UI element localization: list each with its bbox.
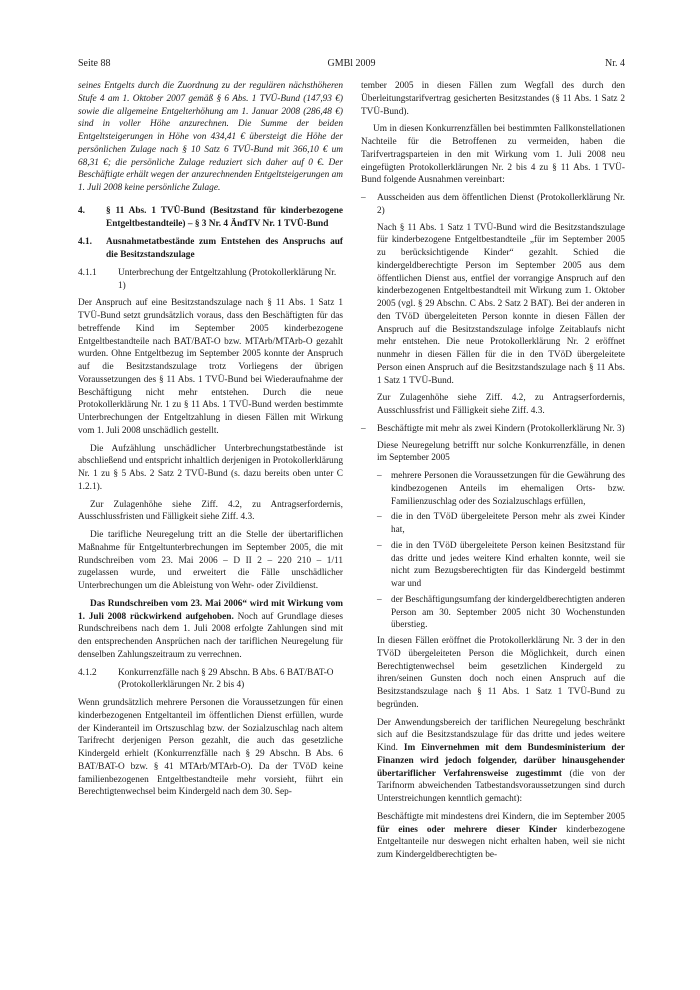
sub-dash-text: die in den TVöD übergeleitete Person mehr als zwei Kinder hat, — [391, 512, 625, 535]
paragraph: Zur Zulagenhöhe siehe Ziff. 4.2, zu Antragserfordernis, Ausschlussfrist und Fälligkeit siehe Ziff. 4.3. — [377, 393, 625, 416]
section-title: § 11 Abs. 1 TVÜ-Bund (Besitzstand für kinderbezogene Entgeltbestandteile) – § 3 Nr. 4 ÄndTV Nr. 1 TVÜ-Bund — [106, 205, 343, 229]
sub-dash-text: mehrere Personen die Voraussetzungen für die Gewährung des kindbezogenen Anteils im ehemaligen Orts- bzw. Familienzuschlag oder des Sozialzuschlags erfüllen, — [391, 471, 625, 507]
page-number: Seite 88 — [78, 58, 111, 69]
subsection-title: Unterbrechung der Entgeltzahlung (Protokollerklärung Nr. 1) — [118, 267, 337, 291]
paragraph: Diese Neuregelung betrifft nur solche Konkurrenzfälle, in denen im September 2005 — [377, 440, 625, 464]
dash-marker: – — [377, 512, 382, 523]
page-header — [78, 56, 625, 72]
paragraph-text: Der Anwendungsbereich der tariflichen Neuregelung beschränkt sich auf die Besitzstandszulage für das dritte und jedes weitere Kind. — [377, 717, 625, 753]
dash-item — [361, 192, 625, 218]
left-column — [78, 80, 343, 804]
subsection-title: Konkurrenzfälle nach § 29 Abschn. B Abs. 6 BAT/BAT-O (Protokollerklärungen Nr. 2 bis 4) — [118, 667, 334, 691]
bold-text: Das Rundschreiben vom 23. Mai 2006“ wird mit Wirkung vom 1. Juli 2008 rückwirkend aufgehoben. — [78, 598, 343, 622]
paragraph: Zur Zulagenhöhe siehe Ziff. 4.2, zu Antragserfordernis, Ausschlussfristen und Fälligkeit siehe Ziff. 4.3. — [78, 499, 343, 523]
paragraph-text: (die von der Tarifnorm abweichenden Tatbestandsvoraussetzungen sind durch Unterstreichungen kenntlich gemacht): — [377, 768, 625, 804]
sub-dash-item — [361, 594, 625, 632]
paragraph-text: Noch auf Grundlage dieses Rundschreibens nach dem 1. Juli 2008 erfolgte Zahlungen sind mit den entsprechenden Ansprüchen nach der tariflichen Neuregelung für denselben Zahlungszeitraum zu verrechnen. — [78, 611, 343, 660]
paragraph: Wenn grundsätzlich mehrere Personen die Voraussetzungen für einen kinderbezogenen Entgeltanteil im öffentlichen Dienst erfüllen, wurde der Kinderanteil im Ortszuschlag bzw. der Sozialzuschlag nach altem Tarifrecht derjenigen Person gezahlt, die auch das gesetzliche Kindergeld erhielt (Konkurrenzfälle nach § 29 Abschn. B Abs. 6 BAT/BAT-O bzw. § 41 MTArb/MTArb-O). Da der TVöD keine familienbezogenen Entgeltbestandteile mehr vorsieht, führt ein Berechtigtenwechsel beim Kindergeld nach dem 30. Sep- — [78, 698, 343, 798]
bold-text: für eines oder mehrere dieser Kinder — [377, 824, 558, 835]
sub-dash-item — [361, 470, 625, 508]
paragraph: Der Anspruch auf eine Besitzstandszulage nach § 11 Abs. 1 Satz 1 TVÜ-Bund setzt grundsätzlich voraus, dass den Beschäftigten für das betreffende Kind im September 2005 kinderbezogene Entgeltbestandteile nach BAT/BAT-O bzw. MTArb/MTArb-O gezahlt wurden. Ohne Entgeltbezug im September 2005 konnte der Anspruch auf die Besitzstandszulage trotz Vorliegens der übrigen Voraussetzungen des § 11 Abs. 1 TVÜ-Bund bei Wiederaufnahme der Beschäftigung nicht mehr entstehen. Durch die neue Protokollerklärung Nr. 1 zu § 11 Abs. 1 TVÜ-Bund werden bestimmte Unterbrechungen der Entgeltzahlung in diesen Fällen mit Wirkung vom 1. Juli 2008 unschädlich gestellt. — [78, 298, 343, 436]
dash-item — [361, 423, 625, 436]
section-heading-4 — [78, 205, 343, 231]
subsection-4-1-2 — [78, 667, 343, 693]
section-number: 4.1. — [78, 237, 92, 248]
issue-number: Nr. 4 — [605, 58, 625, 69]
paragraph: tember 2005 in diesen Fällen zum Wegfall des durch den Überleitungstarifvertrag gesicherten Besitzstandes (§ 11 Abs. 1 Satz 2 TVÜ-Bund). — [361, 81, 625, 117]
paragraph: Nach § 11 Abs. 1 Satz 1 TVÜ-Bund wird die Besitzstandszulage für kinderbezogene Entgeltbestandteile „für im September 2005 zu berücksichtigende Kinder“ gezahlt. Schied die kindergeldberechtigte Person im September 2005 aus dem öffentlichen Dienst aus, entfiel der vorrangige Anspruch auf den kinderbezogenen Entgeltbestandteil mit Wirkung zum 1. Oktober 2005 (vgl. § 29 Abschn. C Abs. 2 Satz 2 BAT). Bei der anderen in den TVöD übergeleiteten Person konnte in diesen Fällen der Anspruch auf die Besitzstandszulage infolge Zeitablaufs nicht mehr entstehen. Die neue Protokollerklärung Nr. 2 eröffnet nunmehr in diesen Fällen für die in den TVöD übergeleitete Person einen Anspruch auf die Besitzstandszulage nach § 11 Abs. 1 Satz 1 TVÜ-Bund. — [377, 222, 625, 386]
subsection-number: 4.1.2 — [78, 667, 97, 678]
dash-item-text: Ausscheiden aus dem öffentlichen Dienst (Protokollerklärung Nr. 2) — [377, 193, 625, 216]
sub-dash-item — [361, 511, 625, 537]
dash-marker: – — [377, 594, 382, 605]
section-heading-4-1 — [78, 236, 343, 262]
sub-dash-text: der Beschäftigungsumfang der kindergeldberechtigten anderen Person am 30. September 2005 nicht 30 Wochenstunden überstieg. — [391, 594, 625, 631]
dash-marker: – — [377, 540, 382, 551]
sub-dash-text: die in den TVöD übergeleitete Person keinen Besitzstand für das dritte und jedes weitere Kind erhalten konnte, weil sie nicht zum Bezugsberechtigten für das Kindergeld bestimmt war und — [391, 540, 625, 589]
paragraph — [361, 811, 625, 862]
paragraph: Um in diesen Konkurrenzfällen bei bestimmten Fallkonstellationen Nachteile für die Betroffenen zu vermeiden, haben die Tarifvertragsparteien in den mit Wirkung vom 1. Juli 2008 neu eingefügten Protokollerklärungen Nr. 2 bis 4 zu § 11 Abs. 1 TVÜ-Bund folgende Ausnahmen vereinbart: — [361, 124, 625, 186]
paragraph: Die tarifliche Neuregelung tritt an die Stelle der übertariflichen Maßnahme für Entgeltunterbrechungen im September 2005, die mit Rundschreiben vom 23. Mai 2006 – D II 2 – 220 210 – 1/11 zugelassen wurde, und erweitert die Fälle unschädlicher Unterbrechungen um die Ableistung von Wehr- oder Zivildienst. — [78, 530, 343, 591]
dash-marker: – — [361, 193, 366, 203]
journal-title: GMBl 2009 — [327, 58, 376, 69]
paragraph: Die Aufzählung unschädlicher Unterbrechungstatbestände ist abschließend und entspricht inhaltlich derjenigen in Protokollerklärung Nr. 1 zu § 5 Abs. 2 Satz 2 TVÜ-Bund (s. dazu bereits oben unter C 1.2.1). — [78, 443, 343, 492]
sub-dash-item — [361, 540, 625, 591]
paragraph — [78, 598, 343, 662]
bold-text: Im Einvernehmen mit dem Bundesministerium der Finanzen wird jedoch folgender, darüber hinausgehender übertariflicher Verfahrensweise zugestimmt — [377, 743, 625, 779]
right-column — [361, 80, 625, 867]
paragraph-text: kinderbezogene Entgeltanteile nur deswegen nicht erhalten haben, weil sie nicht zum Kindergeldberechtigten be- — [377, 824, 625, 860]
dash-marker: – — [361, 423, 366, 434]
dash-item-text: Beschäftigte mit mehr als zwei Kindern (Protokollerklärung Nr. 3) — [377, 423, 625, 434]
dash-marker: – — [377, 471, 382, 481]
section-title: Ausnahmetatbestände zum Entstehen des Anspruchs auf die Besitzstandszulage — [106, 237, 343, 260]
paragraph-text: Beschäftigte mit mindestens drei Kindern, die im September 2005 — [377, 811, 625, 822]
subsection-4-1-1 — [78, 267, 343, 293]
example-paragraph: seines Entgelts durch die Zuordnung zu der regulären nächsthöheren Stufe 4 am 1. Oktober 2007 gemäß § 6 Abs. 1 TVÜ-Bund (147,93 €) sowie die allgemeine Entgelterhöhung am 1. Januar 2008 (286,48 €) sind in voller Höhe anzurechnen. Die Summe der beiden Entgeltsteigerungen in Höhe von 434,41 € übersteigt die Höhe der persönlichen Zulage nach § 10 Satz 6 TVÜ-Bund mit 366,10 € um 68,31 €; die persönliche Zulage reduziert sich daher auf 0 €. Der Beschäftigte erhält wegen der anzurechnenden Entgeltsteigerungen am 1. Juli 2008 keine persönliche Zulage. — [78, 81, 343, 193]
subsection-number: 4.1.1 — [78, 267, 97, 278]
section-number: 4. — [78, 205, 85, 216]
paragraph: In diesen Fällen eröffnet die Protokollerklärung Nr. 3 der in den TVöD übergeleiteten Person die Möglichkeit, durch einen Berechtigtenwechsel beim gesetzlichen Kindergeld zu ihren/seinen Gunsten doch noch einen Anspruch auf die Besitzstandszulage nach § 11 Abs. 1 Satz 1 TVÜ-Bund zu begründen. — [377, 636, 625, 710]
paragraph — [361, 717, 625, 806]
